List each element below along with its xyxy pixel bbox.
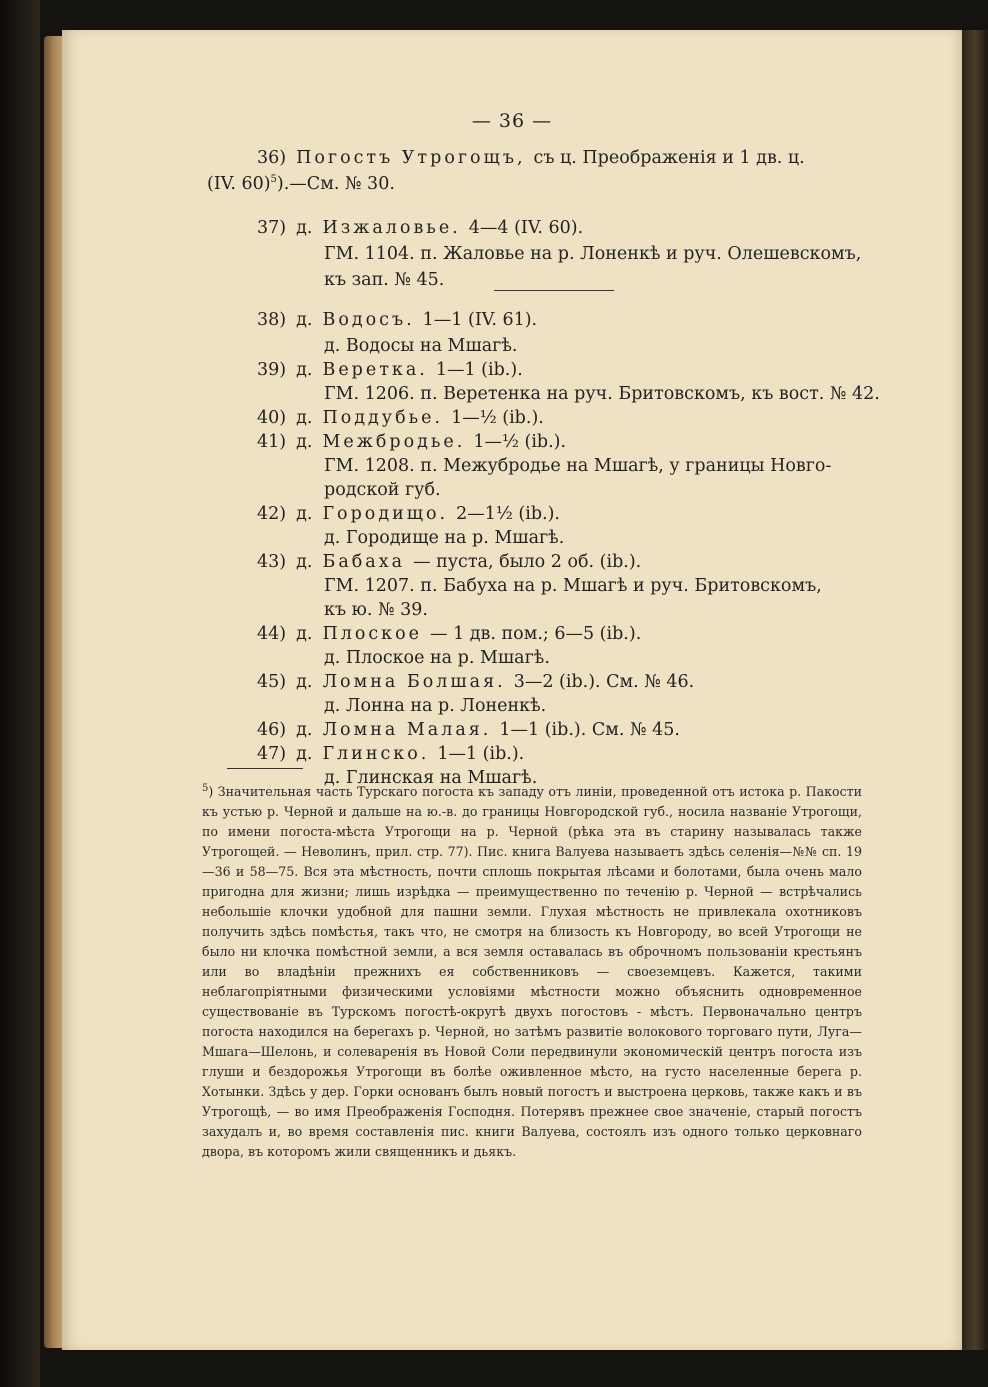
entry-name: Погостъ Утрогощъ, <box>296 148 526 168</box>
entry-line <box>257 670 694 694</box>
entry-text-tail: ).—См. № 30. <box>276 174 395 194</box>
entry-line <box>257 430 566 454</box>
entry-details: 1—½ (ib.). <box>473 432 567 452</box>
entry-line <box>257 718 680 742</box>
entry-name: Поддубье. <box>322 408 444 428</box>
entry-number: 46) <box>257 720 287 740</box>
entry-details: — 1 дв. пом.; 6—5 (ib.). <box>430 624 642 644</box>
entry-number: 38) <box>257 310 287 330</box>
entry-line <box>257 502 560 526</box>
entry-type: д. <box>296 432 313 452</box>
footnote-marker: 5 <box>202 782 209 794</box>
entry-text: ГМ. 1104. п. Жаловье на р. Лоненкѣ и руч. Олешевскомъ, <box>324 244 862 264</box>
entry-text: къ ю. № 39. <box>324 600 428 620</box>
book-page <box>62 30 962 1350</box>
entry-line <box>257 216 583 240</box>
entry-line <box>257 742 524 766</box>
entry-type: д. <box>296 552 313 572</box>
footnote-rule <box>227 768 303 769</box>
entry-number: 42) <box>257 504 287 524</box>
entry-type: д. <box>296 624 313 644</box>
entry-line <box>257 550 641 574</box>
entry-continuation <box>324 526 564 550</box>
entry-continuation <box>324 646 550 670</box>
entry-name: Изжаловье. <box>322 218 461 238</box>
book-spine <box>0 0 40 1387</box>
entry-continuation <box>324 242 861 266</box>
entry-continuation <box>324 382 880 406</box>
entry-continuation <box>324 334 517 358</box>
entry-text: къ зап. № 45. <box>324 270 445 290</box>
entry-text: ГМ. 1208. п. Межубродье на Мшагѣ, у границы Новго- <box>324 456 832 476</box>
entry-number: 41) <box>257 432 287 452</box>
entry-number: 39) <box>257 360 287 380</box>
entry-text: ГМ. 1206. п. Веретенка на руч. Бритовскомъ, къ вост. № 42. <box>324 384 880 404</box>
entry-details: 1—1 (ib.). <box>437 744 525 764</box>
entry-name: Городищо. <box>322 504 449 524</box>
entry-name: Плоское <box>322 624 422 644</box>
entry-name: Водосъ. <box>322 310 415 330</box>
entry-name: Веретка. <box>322 360 428 380</box>
entry-type: д. <box>296 310 313 330</box>
footnote <box>202 782 862 1162</box>
entry-number: 47) <box>257 744 287 764</box>
entry-details: 1—½ (ib.). <box>451 408 544 428</box>
separator-rule <box>494 290 614 291</box>
entry-number: 36) <box>257 148 287 168</box>
entry-continuation <box>324 454 831 478</box>
entry-continuation <box>324 268 444 292</box>
entry-details: 1—1 (ib.). См. № 45. <box>499 720 680 740</box>
entry-line <box>257 406 544 430</box>
entry-type: д. <box>296 360 313 380</box>
entry-line <box>257 146 805 170</box>
entry-text: д. Городище на р. Мшагѣ. <box>324 528 565 548</box>
entry-continuation <box>324 598 428 622</box>
entry-number: 44) <box>257 624 287 644</box>
footnote-ref: 5 <box>270 174 277 186</box>
entry-continuation <box>324 574 822 598</box>
entry-text: д. Глинская на Мшагѣ. <box>324 768 538 788</box>
entry-details: съ ц. Преображенія и 1 дв. ц. <box>533 148 805 168</box>
entry-number: 45) <box>257 672 287 692</box>
entry-name: Ломна Болшая. <box>322 672 506 692</box>
footnote-text: ) Значительная часть Турскаго погоста къ западу отъ линіи, проведенной отъ истока р. Пакости къ устью р. Черной и дальше на ю.-в. до границы Новгородской губ., носила названіе Утрогощи, по имени погоста-мѣста Утрогощи на р. Черной (рѣка эта въ старину называлась также Утрогощей. — Неволинъ, прил. стр. 77). Пис. книга Валуева называетъ здѣсь селенія—№№ сп. 19—36 и 58—75. Вся эта мѣстность, почти сплошь покрытая лѣсами и болотами, была очень мало пригодна для жизни; лишь изрѣдка — преимущественно по теченію р. Черной — встрѣчались небольшіе клочки удобной для пашни земли. Глухая мѣстность не привлекала охотниковъ получить здѣсь помѣстья, такъ что, не смотря на близость къ Новгороду, во всей Утрогощи не было ни клочка помѣстной земли, а вся земля оставалась въ оброчномъ пользованіи крестьянъ или во владѣніи прежнихъ ея собственниковъ — своеземцевъ. Кажется, такими неблагопріятными физическими условіями мѣстности можно объяснить одновременное существованіе въ Турскомъ погостѣ-округѣ двухъ погостовъ - мѣстъ. Первоначально центръ погоста находился на берегахъ р. Черной, но затѣмъ развитіе волокового торговаго пути, Луга—Мшага—Шелонь, и солеваренія въ Новой Соли передвинули экономическій центръ погоста изъ глуши и бездорожья Утрогощи въ болѣе оживленное мѣсто, на густо населенные берега р. Хотынки. Здѣсь у дер. Горки основанъ былъ новый погостъ и выстроена церковь, также какъ и въ Утрогощѣ, — во имя Преображенія Господня. Потерявъ прежнее свое значеніе, старый погостъ захудалъ и, во время составленія пис. книги Валуева, состоялъ изъ одного только церковнаго двора, въ которомъ жили священникъ и дьякъ. <box>202 784 862 1159</box>
entry-details: 2—1½ (ib.). <box>456 504 560 524</box>
entry-details: 1—1 (ib.). <box>435 360 523 380</box>
entry-continuation <box>207 172 395 196</box>
entry-details: 1—1 (IV. 61). <box>422 310 538 330</box>
entry-text: д. Плоское на р. Мшагѣ. <box>324 648 550 668</box>
entry-type: д. <box>296 408 313 428</box>
entry-name: Межбродье. <box>322 432 466 452</box>
entry-details: — пуста, было 2 об. (ib.). <box>413 552 642 572</box>
entry-type: д. <box>296 720 313 740</box>
entry-name: Глинско. <box>322 744 430 764</box>
entry-text: д. Водосы на Мшагѣ. <box>324 336 518 356</box>
next-page-edge <box>962 30 988 1350</box>
entry-text: (IV. 60) <box>207 174 271 194</box>
entry-details: 4—4 (IV. 60). <box>468 218 584 238</box>
entry-number: 43) <box>257 552 287 572</box>
entry-details: 3—2 (ib.). См. № 46. <box>513 672 695 692</box>
entry-text: ГМ. 1207. п. Бабуха на р. Мшагѣ и руч. Бритовскомъ, <box>324 576 822 596</box>
entry-name: Бабаха <box>322 552 406 572</box>
entry-type: д. <box>296 218 313 238</box>
entry-name: Ломна Малая. <box>322 720 492 740</box>
entry-type: д. <box>296 672 313 692</box>
entry-text: родской губ. <box>324 480 441 500</box>
entry-line <box>257 358 523 382</box>
page-number: — 36 — <box>471 110 553 132</box>
entry-number: 40) <box>257 408 287 428</box>
entry-number: 37) <box>257 218 287 238</box>
entry-line <box>257 622 641 646</box>
entry-continuation <box>324 478 441 502</box>
entry-type: д. <box>296 504 313 524</box>
entry-text: д. Лонна на р. Лоненкѣ. <box>324 696 547 716</box>
entry-continuation <box>324 694 546 718</box>
entry-type: д. <box>296 744 313 764</box>
entry-line <box>257 308 537 332</box>
